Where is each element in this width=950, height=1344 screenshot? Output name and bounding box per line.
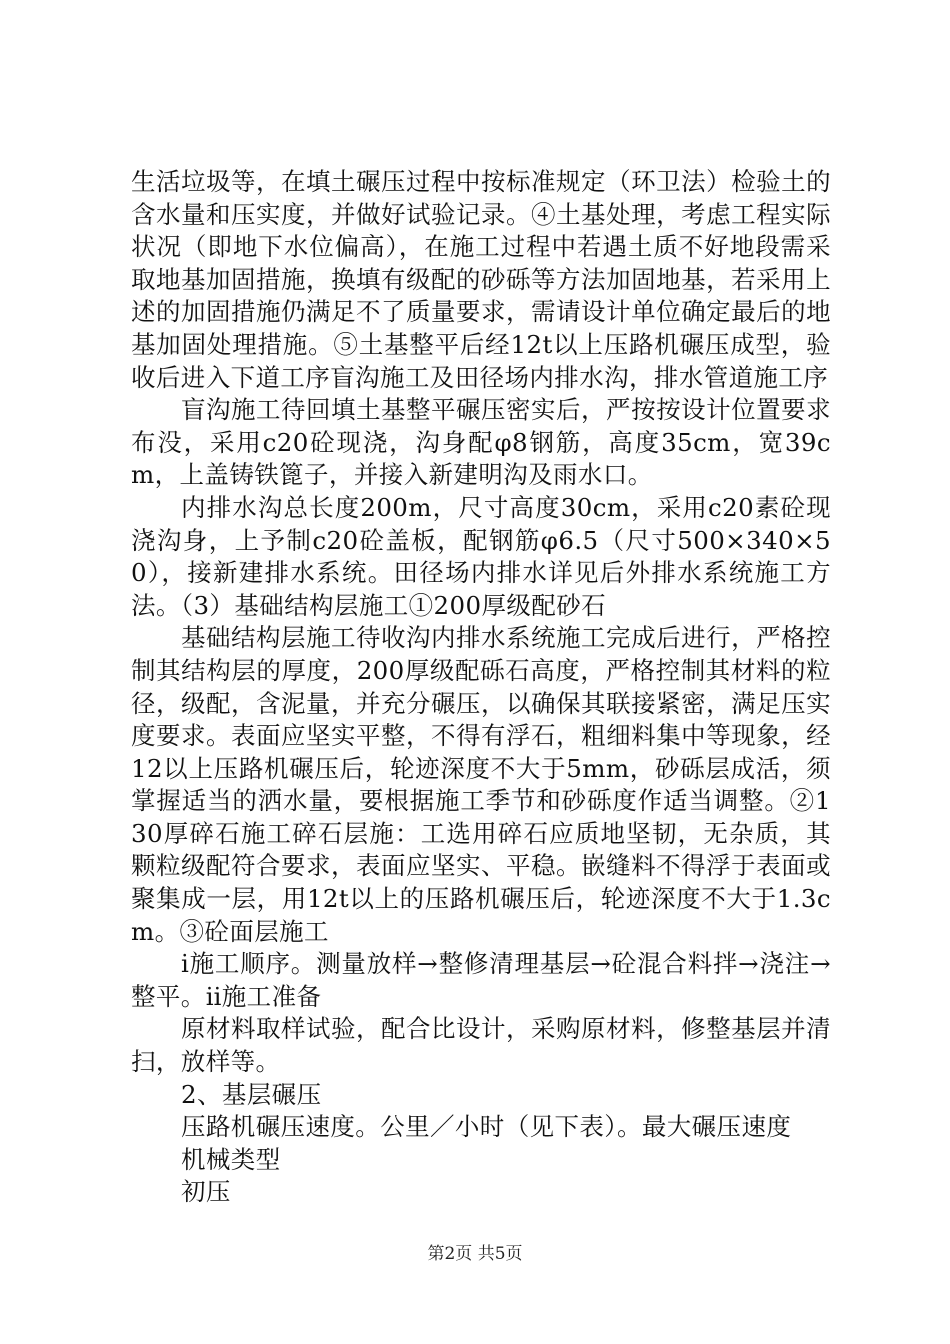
table-label-initial-compaction: 初压 <box>181 1177 231 1207</box>
table-label-machine-type: 机械类型 <box>181 1144 281 1174</box>
paragraph-roller-speed: 压路机碾压速度。公里／小时（见下表）。最大碾压速度 <box>181 1112 792 1142</box>
paragraph-1: 生活垃圾等，在填土碾压过程中按标准规定（环卫法）检验土的含水量和压实度，并做好试验记录。④土基处理，考虑工程实际状况（即地下水位偏高），在施工过程中若遇土质不好地段需采取地基加固措施，换填有级配的砂砾等方法加固地基，若采用上述的加固措施仍满足不了质量要求，需请设计单位确定最后的地基加固处理措施。⑤土基整平后经12t以上压路机碾压成型，验收后进入下道工序盲沟施工及田径场内排水沟，排水管道施工序 <box>131 167 831 392</box>
paragraph-2: 盲沟施工待回填土基整平碾压密实后，严按按设计位置要求布没，采用c20砼现浇，沟身配φ8钢筋，高度35cm，宽39cm，上盖铸铁篦子，并接入新建明沟及雨水口。 <box>131 395 831 490</box>
section-heading-base-compaction: 2、基层碾压 <box>181 1079 322 1109</box>
paragraph-4: 基础结构层施工待收沟内排水系统施工完成后进行，严格控制其结构层的厚度，200厚级配砾石高度，严格控制其材料的粒径，级配，含泥量，并充分碾压，以确保其联接紧密，满足压实度要求。表面应坚实平整，不得有浮石，粗细料集中等现象，经12以上压路机碾压后，轮迹深度不大于5mm，砂砾层成活，须掌握适当的洒水量，要根据施工季节和砂砾度作适当调整。②130厚碎石施工碎石层施：工选用碎石应质地坚韧，无杂质，其颗粒级配符合要求，表面应坚实、平稳。嵌缝料不得浮于表面或聚集成一层，用12t以上的压路机碾压后，轮迹深度不大于1.3cm。③砼面层施工 <box>131 623 831 946</box>
paragraph-3: 内排水沟总长度200m，尺寸高度30cm，采用c20素砼现浇沟身，上予制c20砼盖板，配钢筋φ6.5（尺寸500×340×50），接新建排水系统。田径场内排水详见后外排水系统施工方法。（3）基础结构层施工①200厚级配砂石 <box>131 492 831 620</box>
document-body <box>131 166 831 1209</box>
page-footer: 第2页 共5页 <box>427 1244 523 1264</box>
paragraph-5: ⅰ施工顺序。测量放样→整修清理基层→砼混合料拌→浇注→整平。ⅱ施工准备 <box>131 949 831 1011</box>
paragraph-6: 原材料取样试验，配合比设计，采购原材料，修整基层并清扫，放样等。 <box>131 1014 831 1077</box>
